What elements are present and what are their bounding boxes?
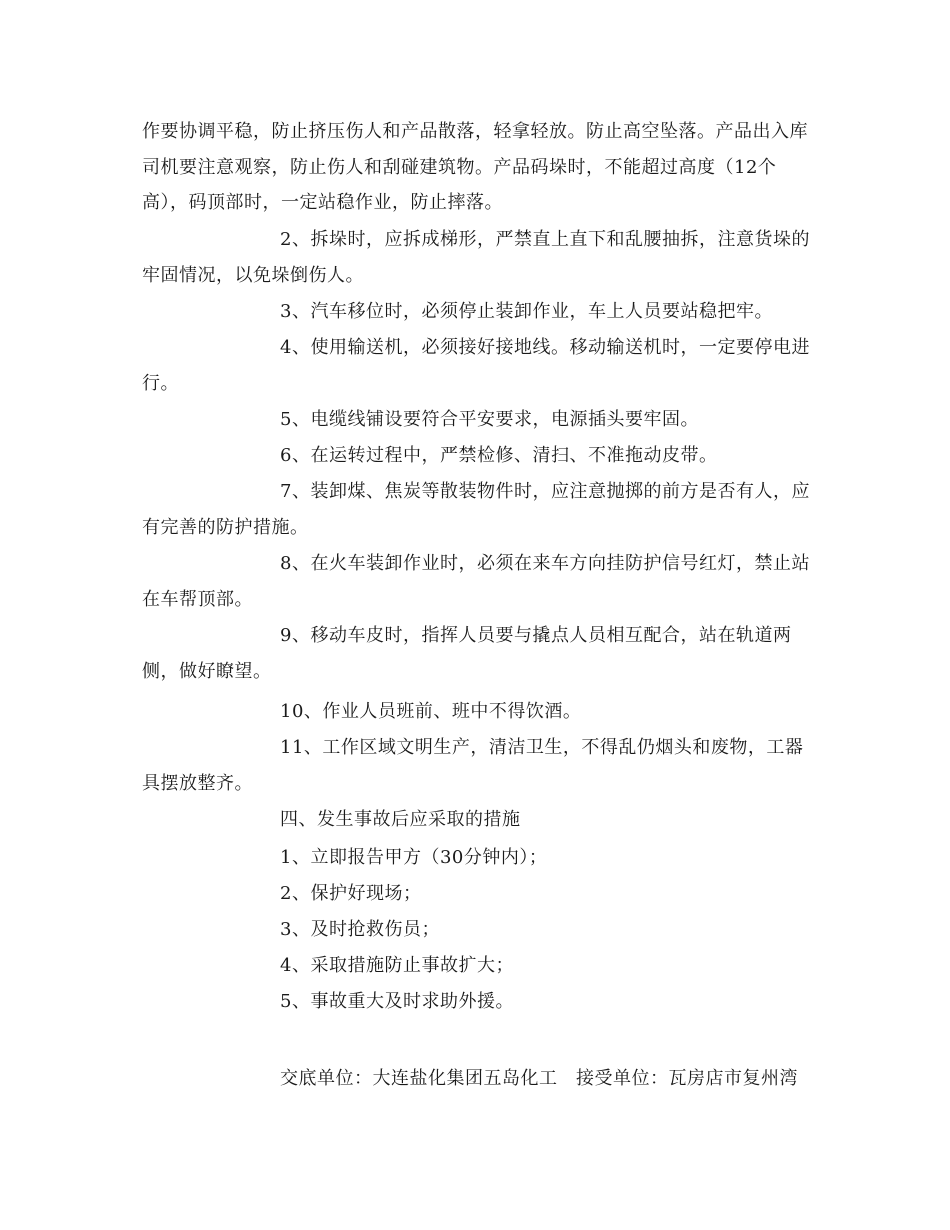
measure-item-5: 5、事故重大及时求助外援。 — [280, 991, 514, 1012]
list-item-8-continued: 在车帮顶部。 — [142, 589, 253, 610]
paragraph-line: 作要协调平稳，防止挤压伤人和产品散落，轻拿轻放。防止高空坠落。产品出入库 — [142, 121, 808, 142]
list-item-2: 2、拆垛时，应拆成梯形，严禁直上直下和乱腰抽拆，注意货垛的 — [280, 229, 810, 250]
paragraph-line: 司机要注意观察，防止伤人和刮碰建筑物。产品码垛时，不能超过高度（12个 — [142, 157, 777, 178]
section-heading: 四、发生事故后应采取的措施 — [280, 809, 521, 830]
list-item-8: 8、在火车装卸作业时，必须在来车方向挂防护信号红灯，禁止站 — [280, 553, 810, 574]
list-item-9-continued: 侧，做好瞭望。 — [142, 661, 272, 682]
list-item-7: 7、装卸煤、焦炭等散装物件时，应注意抛掷的前方是否有人，应 — [280, 481, 810, 502]
list-item-7-continued: 有完善的防护措施。 — [142, 517, 309, 538]
measure-item-3: 3、及时抢救伤员； — [280, 919, 440, 940]
list-item-2-continued: 牢固情况，以免垛倒伤人。 — [142, 265, 364, 286]
list-item-4: 4、使用输送机，必须接好接地线。移动输送机时，一定要停电进 — [280, 337, 810, 358]
measure-item-1: 1、立即报告甲方（30分钟内）； — [280, 847, 548, 868]
list-item-11-continued: 具摆放整齐。 — [142, 773, 253, 794]
measure-item-4: 4、采取措施防止事故扩大； — [280, 955, 514, 976]
paragraph-line: 高），码顶部时，一定站稳作业，防止摔落。 — [142, 192, 503, 213]
list-item-10: 10、作业人员班前、班中不得饮酒。 — [280, 701, 582, 722]
list-item-4-continued: 行。 — [142, 373, 179, 394]
list-item-6: 6、在运转过程中，严禁检修、清扫、不准拖动皮带。 — [280, 445, 718, 466]
measure-item-2: 2、保护好现场； — [280, 883, 422, 904]
list-item-11: 11、工作区域文明生产，清洁卫生，不得乱仍烟头和废物，工器 — [280, 737, 804, 758]
list-item-9: 9、移动车皮时，指挥人员要与撬点人员相互配合，站在轨道两 — [280, 625, 792, 646]
list-item-3: 3、汽车移位时，必须停止装卸作业，车上人员要站稳把牢。 — [280, 301, 773, 322]
list-item-5: 5、电缆线铺设要符合平安要求，电源插头要牢固。 — [280, 409, 699, 430]
signature-units-line: 交底单位：大连盐化集团五岛化工 接受单位：瓦房店市复州湾 — [280, 1068, 798, 1089]
